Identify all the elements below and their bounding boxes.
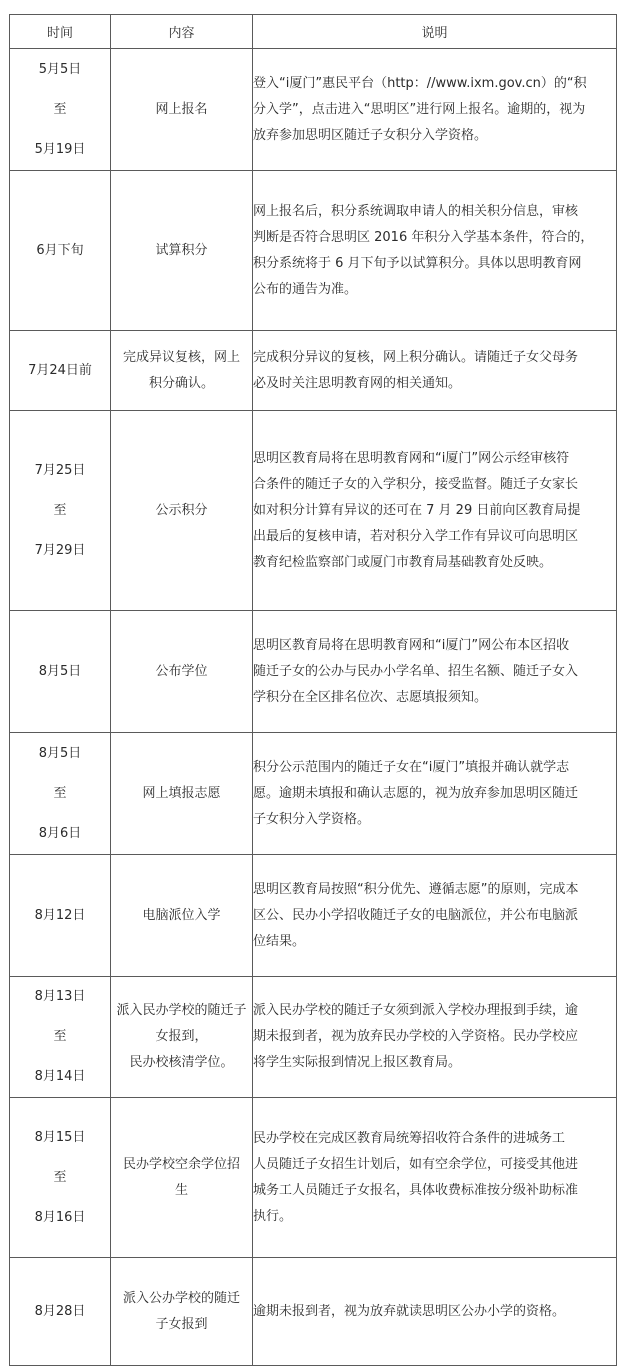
description-cell-line: 合条件的随迁子女的入学积分，接受监督。随迁子女家长: [253, 476, 579, 492]
description-cell: [253, 1258, 617, 1366]
table-row: [10, 611, 617, 733]
content-cell-line: 子女报到: [155, 1316, 208, 1332]
description-cell-line: 执行。: [253, 1208, 293, 1224]
time-cell-line: 7月24日前: [28, 362, 92, 378]
time-cell-line: 8月15日: [34, 1129, 86, 1145]
description-cell: [253, 411, 617, 611]
content-cell: [111, 977, 253, 1098]
table-row: [10, 855, 617, 977]
table-row: [10, 171, 617, 331]
description-cell-line: 愿。逾期未填报和确认志愿的，视为放弃参加思明区随迁: [253, 785, 579, 801]
description-cell-line: 教育纪检监察部门或厦门市教育局基础教育处反映。: [253, 554, 553, 570]
description-cell-line: 城务工人员随迁子女报名，具体收费标准按分级补助标准: [253, 1182, 579, 1198]
description-cell-line: 放弃参加思明区随迁子女积分入学资格。: [253, 127, 488, 143]
time-cell: [10, 855, 111, 977]
schedule-table: [9, 14, 617, 1366]
content-cell: [111, 171, 253, 331]
content-cell-line: 派入民办学校的随迁子: [116, 1003, 247, 1018]
time-cell: [10, 171, 111, 331]
content-cell-line: 公布学位: [155, 663, 208, 679]
table-row: [10, 1258, 617, 1366]
description-cell-line: 登入“i厦门”惠民平台（http：//www.ixm.gov.cn）的“积: [253, 75, 587, 91]
time-cell-line: 8月12日: [34, 907, 86, 923]
description-cell-line: 完成积分异议的复核，网上积分确认。请随迁子女父母务: [253, 349, 579, 365]
content-cell-line: 完成异议复核，网上: [122, 349, 240, 365]
time-cell-line: 6月下旬: [36, 242, 84, 258]
content-cell: [111, 611, 253, 733]
content-cell-line: 生: [174, 1182, 188, 1198]
content-cell: [111, 331, 253, 411]
table-row: [10, 733, 617, 855]
description-cell-line: 随迁子女的公办与民办小学名单、招生名额、随迁子女入: [253, 663, 579, 679]
description-cell-line: 判断是否符合思明区 2016 年积分入学基本条件，符合的，: [253, 229, 594, 245]
time-cell-line: 8月14日: [34, 1069, 86, 1084]
time-cell: [10, 733, 111, 855]
description-cell-line: 学积分在全区排名位次、志愿填报须知。: [253, 689, 488, 705]
header-description: 说明: [253, 15, 617, 49]
table-row: [10, 331, 617, 411]
header-time: 时间: [10, 15, 111, 49]
description-cell-line: 如对积分计算有异议的还可在 7 月 29 日前向区教育局提: [253, 502, 581, 518]
time-cell-line: 至: [53, 101, 67, 117]
time-cell-line: 8月16日: [34, 1209, 86, 1225]
description-cell-line: 区公、民办小学招收随迁子女的电脑派位，并公布电脑派: [253, 907, 579, 923]
content-cell-line: 试算积分: [155, 242, 208, 258]
content-cell-line: 民办学校空余学位招: [122, 1156, 240, 1172]
content-cell-line: 派入公办学校的随迁: [122, 1290, 240, 1306]
description-cell: [253, 171, 617, 331]
description-cell-line: 派入民办学校的随迁子女须到派入学校办理报到手续，逾: [253, 1003, 579, 1018]
description-cell-line: 将学生实际报到情况上报区教育局。: [253, 1055, 462, 1070]
time-cell-line: 至: [53, 1029, 67, 1044]
description-cell-line: 必及时关注思明教育网的相关通知。: [253, 375, 462, 391]
time-cell: [10, 411, 111, 611]
description-cell-line: 逾期未报到者，视为放弃就读思明区公办小学的资格。: [253, 1303, 566, 1319]
description-cell-line: 思明区教育局将在思明教育网和“i厦门”网公布本区招收: [253, 637, 570, 653]
description-cell: [253, 977, 617, 1098]
content-cell-line: 公示积分: [155, 502, 208, 518]
time-cell-line: 7月25日: [34, 462, 86, 478]
description-cell: [253, 1098, 617, 1258]
description-cell-line: 民办学校在完成区教育局统筹招收符合条件的进城务工: [253, 1130, 566, 1146]
table-row: [10, 411, 617, 611]
time-cell: [10, 1258, 111, 1366]
time-cell-line: 8月6日: [38, 825, 82, 841]
description-cell: [253, 855, 617, 977]
description-cell-line: 子女积分入学资格。: [253, 811, 371, 827]
content-cell: [111, 49, 253, 171]
header-content: 内容: [111, 15, 253, 49]
content-cell-line: 女报到，: [155, 1029, 208, 1044]
table-row: [10, 977, 617, 1098]
description-cell-line: 人员随迁子女招生计划后，如有空余学位，可接受其他进: [253, 1156, 579, 1172]
content-cell: [111, 855, 253, 977]
time-cell-line: 8月5日: [38, 745, 82, 761]
content-cell: [111, 1098, 253, 1258]
content-cell-line: 电脑派位入学: [142, 907, 221, 923]
time-cell: [10, 331, 111, 411]
time-cell-line: 8月28日: [34, 1303, 86, 1319]
description-cell: [253, 331, 617, 411]
description-cell-line: 积分公示范围内的随迁子女在“i厦门”填报并确认就学志: [253, 759, 570, 775]
time-cell-line: 5月19日: [34, 141, 86, 157]
content-cell-line: 民办校核清学位。: [129, 1055, 234, 1070]
description-cell-line: 公布的通告为准。: [253, 281, 358, 297]
table-row: [10, 49, 617, 171]
time-cell: [10, 1098, 111, 1258]
time-cell-line: 至: [53, 502, 67, 518]
description-cell: [253, 733, 617, 855]
description-cell: [253, 611, 617, 733]
content-cell-line: 网上报名: [155, 101, 208, 117]
content-cell-line: 网上填报志愿: [142, 785, 221, 801]
description-cell: [253, 49, 617, 171]
table-header-row: [10, 15, 617, 49]
time-cell-line: 7月29日: [34, 542, 86, 558]
description-cell-line: 期未报到者，视为放弃民办学校的入学资格。民办学校应: [253, 1029, 579, 1044]
time-cell-line: 至: [53, 785, 67, 801]
time-cell-line: 8月13日: [34, 989, 86, 1004]
content-cell: [111, 1258, 253, 1366]
content-cell: [111, 733, 253, 855]
description-cell-line: 出最后的复核申请，若对积分入学工作有异议可向思明区: [253, 528, 579, 544]
description-cell-line: 分入学”，点击进入“思明区”进行网上报名。逾期的，视为: [253, 101, 586, 117]
content-cell-line: 积分确认。: [148, 375, 214, 391]
description-cell-line: 思明区教育局将在思明教育网和“i厦门”网公示经审核符: [253, 450, 570, 466]
time-cell: [10, 611, 111, 733]
time-cell-line: 8月5日: [38, 663, 82, 679]
description-cell-line: 思明区教育局按照“积分优先、遵循志愿”的原则，完成本: [253, 881, 579, 897]
description-cell-line: 积分系统将于 6 月下旬予以试算积分。具体以思明教育网: [253, 255, 582, 271]
table-row: [10, 1098, 617, 1258]
time-cell: [10, 49, 111, 171]
time-cell-line: 至: [53, 1169, 67, 1185]
content-cell: [111, 411, 253, 611]
time-cell-line: 5月5日: [38, 61, 82, 77]
time-cell: [10, 977, 111, 1098]
description-cell-line: 网上报名后，积分系统调取申请人的相关积分信息，审核: [253, 203, 579, 219]
description-cell-line: 位结果。: [253, 933, 306, 949]
